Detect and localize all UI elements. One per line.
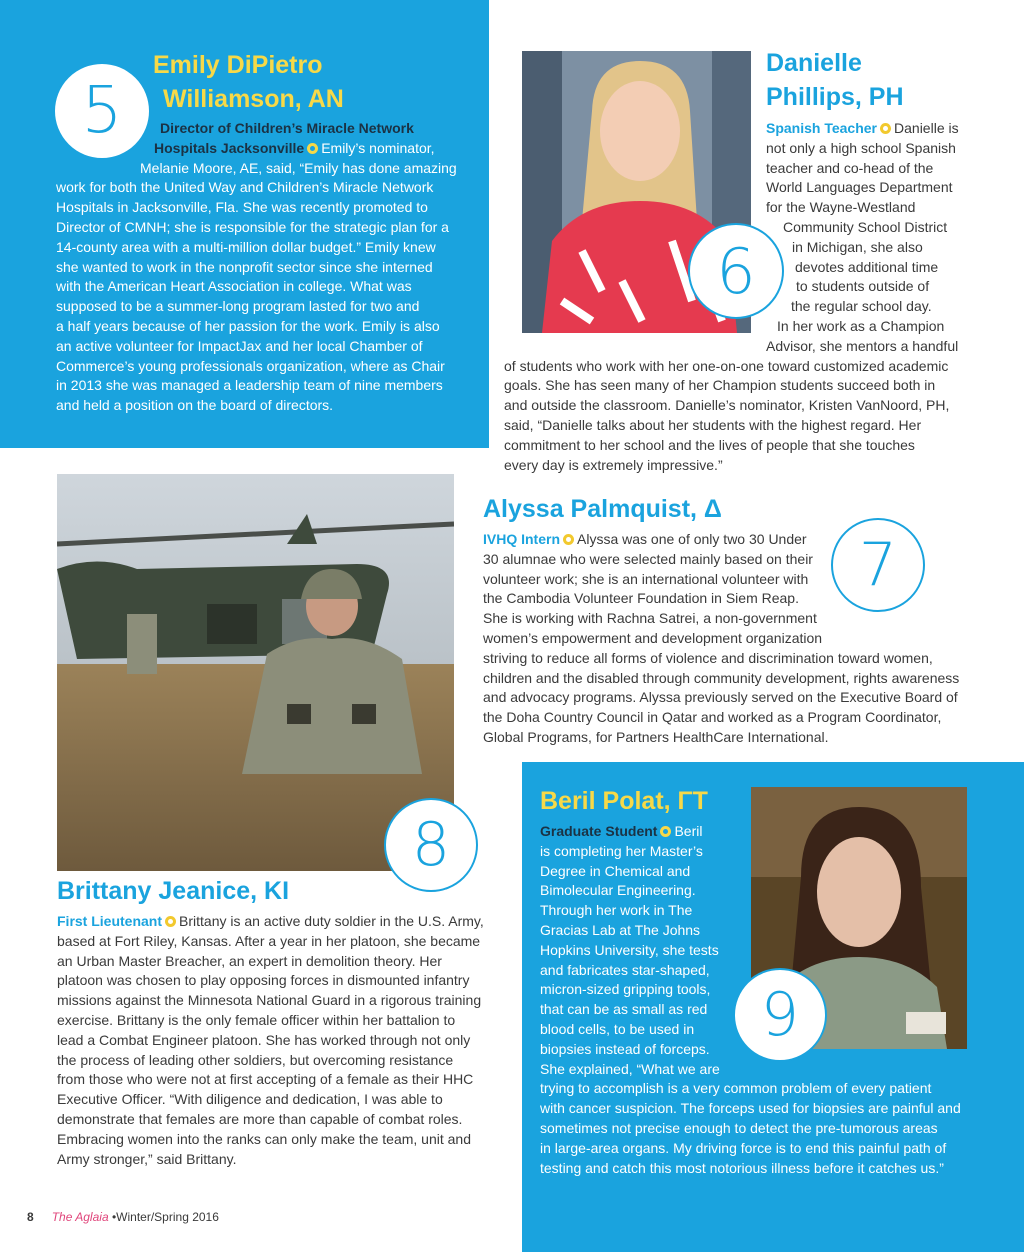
profile-8-name: Brittany Jeanice, KI <box>57 877 290 905</box>
brittany-photo-illustration <box>57 474 454 871</box>
profile-6-body: Spanish Teacher Danielle is not only a high school Spanish teacher and co-head of the World Languages Department for the Wayne-Westland Community School District in Michigan, she also devotes additional time to students outside of the regular school day. In her work as a Champion Advisor, she mentors a handful of students who work with her one-on-one toward customized academic goals. She has seen many of her Champion students succeed both in and outside the classroom. Danielle’s nominator, Kristen VanNoord, PH, said, “Danielle talks about her students with the highest regard. Her commitment to her school and the lives of people that she touches every day is extremely impressive.” <box>504 120 959 473</box>
bullet-icon <box>563 534 574 545</box>
number-7: 7 <box>858 530 898 600</box>
profile-7-name: Alyssa Palmquist, Δ <box>483 495 722 523</box>
bullet-icon <box>165 916 176 927</box>
profile-9-body: Graduate Student Beril is completing her Master’s Degree in Chemical and Bimolecular Engineering. Through her work in The Gracias Lab at The Johns Hopkins University, she tests and fabricates star-shaped, micron-sized gripping tools, that can be as small as red blood cells, to be used in biopsies instead of forceps. She explained, “What we are trying to accomplish is a very common problem of every patient with cancer suspicion. The forceps used for biopsies are painful and sometimes not precise enough to detect the pre-tumorous areas in large-area organs. My driving force is to end this painful path of testing and catch this most notorious illness before it catches us.” <box>540 823 961 1176</box>
brittany-photo <box>57 474 454 871</box>
number-6: 6 <box>716 234 756 308</box>
page-footer <box>27 1210 219 1224</box>
footer-separator: • <box>111 1210 117 1224</box>
profile-8-role: First Lieutenant <box>57 913 163 929</box>
profile-6-name: Danielle Phillips, PH <box>766 49 904 111</box>
profile-6-role: Spanish Teacher <box>766 120 878 136</box>
profile-8-body: First Lieutenant Brittany is an active duty soldier in the U.S. Army, based at Fort Riley, Kansas. After a year in her platoon, she became an Urban Master Breacher, an expert in demolition theory. Her platoon was chosen to play opposing forces in dismounted infantry missions against the Minnesota National Guard in a rigorous training exercise. Brittany is the only female officer within her battalion to lead a Combat Engineer platoon. She has worked through not only the process of leading other soldiers, but overcoming resistance from those who were not at first accepting of a female as their HHC Executive Officer. “With diligence and dedication, I was able to demonstrate that females are more than capable of combat roles. Embracing women into the ranks can only make the team, unit and Army stronger,” said Brittany. <box>57 913 484 1167</box>
profile-9-name: Beril Polat, ΓΤ <box>540 787 708 815</box>
magazine-title: The Aglaia <box>51 1210 109 1224</box>
bullet-icon <box>660 826 671 837</box>
profile-7-body: IVHQ Intern Alyssa was one of only two 30 Under 30 alumnae who were selected mainly based on their volunteer work; she is an international volunteer with the Cambodia Volunteer Foundation in Siem Reap. She is working with Rachna Satrei, a non-government women’s empowerment and development organization striving to reduce all forms of violence and discrimination toward women, children and the disabled through community development, rights awareness and advocacy programs. Alyssa previously served on the Executive Board of the Doha Country Council in Qatar and worked as a Program Coordinator, Global Programs, for Partners HealthCare International. <box>483 531 960 745</box>
number-5: 5 <box>81 74 123 148</box>
profile-7-role: IVHQ Intern <box>483 531 561 547</box>
issue-date: Winter/Spring 2016 <box>116 1210 219 1224</box>
profile-5-role-line1: Director of Children’s Miracle Network <box>160 120 414 136</box>
number-8-circle <box>384 798 478 892</box>
number-8: 8 <box>411 810 451 880</box>
page-number: 8 <box>27 1210 34 1224</box>
profile-5-role-line2: Hospitals Jacksonville <box>154 139 305 156</box>
profile-5-name: Emily DiPietro Williamson, AN <box>153 51 344 113</box>
bullet-icon <box>880 123 891 134</box>
bullet-icon <box>307 143 318 154</box>
profile-9-role: Graduate Student <box>540 823 658 839</box>
number-9: 9 <box>760 980 800 1050</box>
profile-5-body: Director of Children’s Miracle Network Hospitals Jacksonville Emily’s nominator, Melanie Moore, AE, said, “Emily has done amazing work for both the United Way and Children’s Miracle Network Hospitals in Jacksonville, Fla. She was recently promoted to Director of CMNH; she is responsible for the strategic plan for a 14-county area with a multi-million dollar budget.” Emily knew she wanted to work in the nonprofit sector since she interned with the American Heart Association in college. What was supposed to be a summer-long program lasted for two and a half years because of her passion for the work. Emily is also an active volunteer for ImpactJax and her local Chamber of Commerce’s young professionals organization, where as Chair in 2013 she was managed a leadership team of nine members and held a position on the board of directors. <box>56 120 457 414</box>
